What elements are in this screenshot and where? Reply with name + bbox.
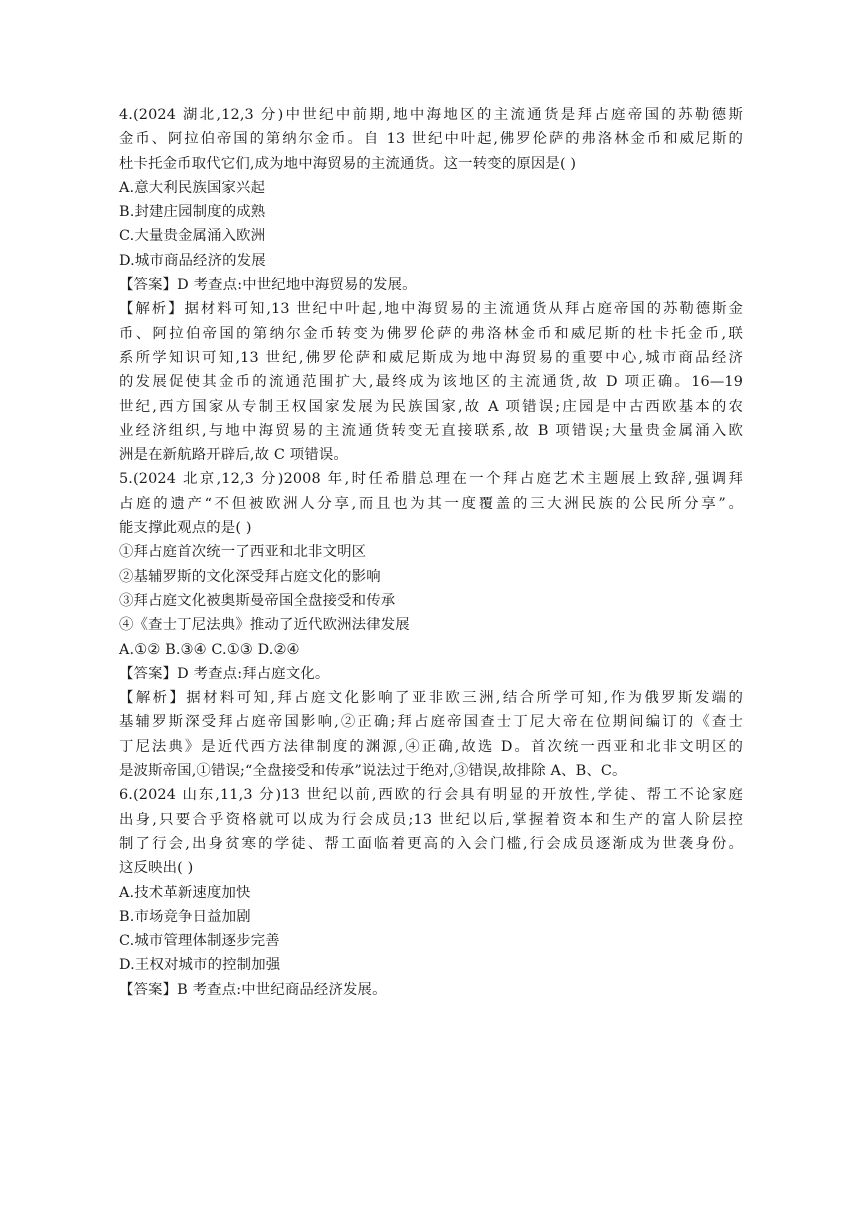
statement-2: ②基辅罗斯的文化深受拜占庭文化的影响: [119, 568, 381, 585]
analysis-line: 是波斯帝国,①错误;“全盘接受和传承”说法过于绝对,③错误,故排除 A、B、C。: [119, 763, 627, 780]
question-4: [119, 103, 743, 467]
answer-line: 【答案】D 考查点:拜占庭文化。: [119, 665, 330, 682]
option-a: A.意大利民族国家兴起: [119, 179, 266, 196]
analysis-line: 币、阿拉伯帝国的第纳尔金币转变为佛罗伦萨的弗洛林金币和威尼斯的杜卡托金币,联: [119, 325, 743, 342]
answer-line: 【答案】D 考查点:中世纪地中海贸易的发展。: [119, 277, 417, 294]
option-d: D.城市商品经济的发展: [119, 252, 266, 269]
statement-3: ③拜占庭文化被奥斯曼帝国全盘接受和传承: [119, 592, 396, 609]
question-stem-line: 占庭的遗产“不但被欧洲人分享,而且也为其一度覆盖的三大洲民族的公民所分享”。: [119, 495, 743, 512]
question-6: [119, 783, 743, 1002]
option-b: B.市场竞争日益加剧: [119, 908, 251, 925]
question-stem-line: 能支撑此观点的是( ): [119, 520, 252, 537]
option-a: A.技术革新速度加快: [119, 884, 251, 901]
analysis-line: 的发展促使其金币的流通范围扩大,最终成为该地区的主流通货,故 D 项正确。16—19: [119, 374, 743, 391]
analysis-line: 业经济组织,与地中海贸易的主流通货转变无直接联系,故 B 项错误;大量贵金属涌入欧: [119, 422, 743, 439]
answer-line: 【答案】B 考查点:中世纪商品经济发展。: [119, 981, 387, 998]
question-stem-line: 4.(2024 湖北,12,3 分)中世纪中前期,地中海地区的主流通货是拜占庭帝国的苏勒德斯: [119, 107, 743, 123]
analysis-line: 丁尼法典》是近代西方法律制度的渊源,④正确,故选 D。首次统一西亚和北非文明区的: [119, 738, 743, 755]
question-stem-line: 金币、阿拉伯帝国的第纳尔金币。自 13 世纪中叶起,佛罗伦萨的弗洛林金币和威尼斯的: [119, 131, 743, 148]
question-stem-line: 杜卡托金币取代它们,成为地中海贸易的主流通货。这一转变的原因是( ): [119, 155, 577, 172]
statement-4: ④《查士丁尼法典》推动了近代欧洲法律发展: [119, 617, 410, 634]
analysis-line: 世纪,西方国家从专制王权国家发展为民族国家,故 A 项错误;庄园是中古西欧基本的农: [119, 398, 743, 415]
option-b: B.封建庄园制度的成熟: [119, 204, 266, 221]
document-page: [119, 103, 743, 1002]
question-stem-line: 制了行会,出身贫寒的学徒、帮工面临着更高的入会门槛,行会成员逐渐成为世袭身份。: [119, 835, 743, 852]
analysis-line: 【解析】据材料可知,13 世纪中叶起,地中海贸易的主流通货从拜占庭帝国的苏勒德斯金: [119, 301, 743, 318]
question-stem-line: 6.(2024 山东,11,3 分)13 世纪以前,西欧的行会具有明显的开放性,学徒、帮工不论家庭: [119, 787, 743, 804]
analysis-line: 基辅罗斯深受拜占庭帝国影响,②正确;拜占庭帝国查士丁尼大帝在位期间编订的《查士: [119, 714, 743, 731]
options-line: A.①② B.③④ C.①③ D.②④: [119, 641, 300, 658]
option-c: C.城市管理体制逐步完善: [119, 933, 280, 950]
question-stem-line: 这反映出( ): [119, 860, 194, 877]
question-stem-line: 出身,只要合乎资格就可以成为行会成员;13 世纪以后,掌握着资本和生产的富人阶层控: [119, 811, 743, 828]
analysis-line: 系所学知识可知,13 世纪,佛罗伦萨和威尼斯成为地中海贸易的重要中心,城市商品经济: [119, 349, 743, 366]
statement-1: ①拜占庭首次统一了西亚和北非文明区: [119, 544, 367, 561]
analysis-line: 洲是在新航路开辟后,故 C 项错误。: [119, 447, 348, 464]
question-stem-line: 5.(2024 北京,12,3 分)2008 年,时任希腊总理在一个拜占庭艺术主题展上致辞,强调拜: [119, 471, 743, 488]
option-d: D.王权对城市的控制加强: [119, 957, 281, 974]
analysis-line: 【解析】据材料可知,拜占庭文化影响了亚非欧三洲,结合所学可知,作为俄罗斯发端的: [119, 690, 743, 707]
question-5: [119, 467, 743, 783]
option-c: C.大量贵金属涌入欧洲: [119, 228, 266, 245]
